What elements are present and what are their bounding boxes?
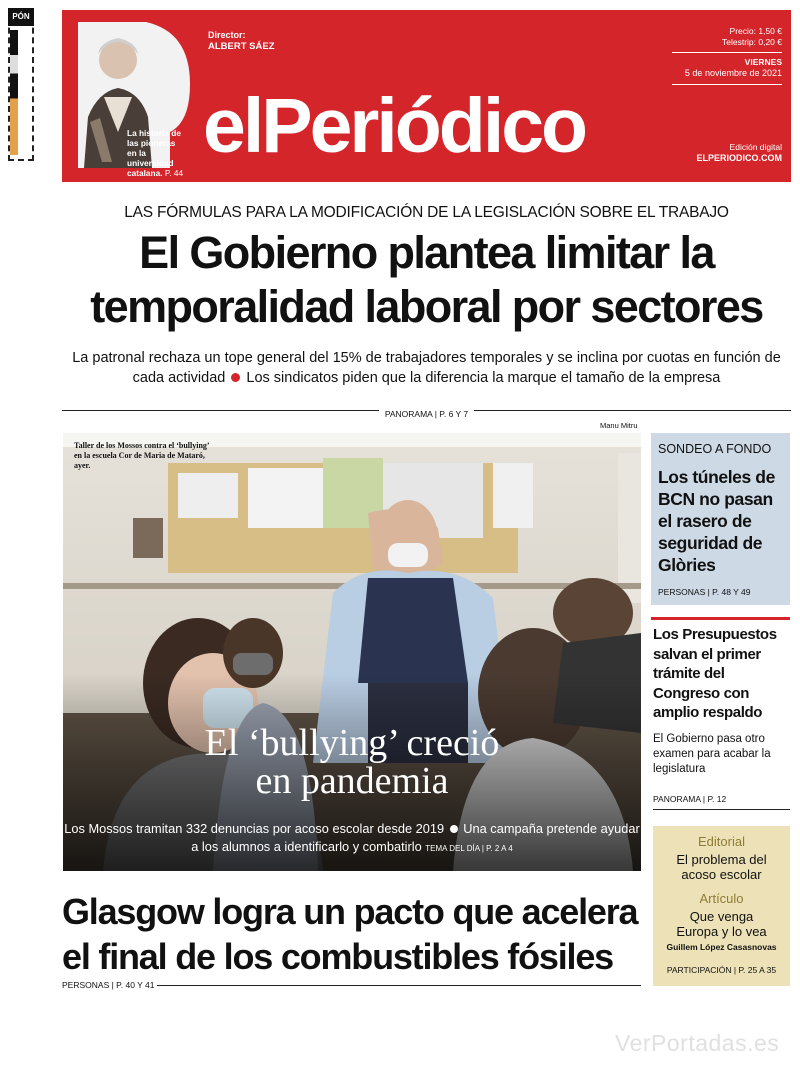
participacion-section[interactable]: PARTICIPACIÓN | P. 25 A 35 <box>666 965 777 975</box>
masthead-divider <box>672 52 782 53</box>
top-story-section[interactable]: PANORAMA | P. 6 Y 7 <box>379 409 474 419</box>
newspaper-logo[interactable]: elPeriódico <box>203 83 586 169</box>
photo-story-subhead: Los Mossos tramitan 332 denuncias por acoso escolar desde 2019 Una campaña pretende ayudar a los alumnos a identificarlo y combatirlo TEMA DEL DÍA | P. 2 A 4 <box>64 821 640 854</box>
director-name: ALBERT SÁEZ <box>208 41 275 52</box>
masthead-photo-caption: La historia de las pioneras en la universidad catalana. P. 44 <box>127 128 184 178</box>
section-rule <box>157 985 641 986</box>
presupuestos-section[interactable]: PANORAMA | P. 12 <box>653 794 727 804</box>
sondeo-section[interactable]: PERSONAS | P. 48 Y 49 <box>658 587 751 597</box>
issue-date: 5 de noviembre de 2021 <box>684 68 782 78</box>
coupon-strip <box>10 30 18 155</box>
sondeo-kicker: SONDEO A FONDO <box>658 442 772 456</box>
top-story-kicker: LAS FÓRMULAS PARA LA MODIFICACIÓN DE LA LEGISLACIÓN SOBRE EL TRABAJO <box>124 204 729 221</box>
editorial-title[interactable]: El problema del acoso escolar <box>676 852 767 882</box>
photo-story-title-line: El ‘bullying’ creció <box>204 722 500 764</box>
classroom-photo[interactable] <box>63 433 641 871</box>
photo-story-section[interactable]: TEMA DEL DÍA | P. 2 A 4 <box>425 844 513 853</box>
classroom-scene-image <box>63 433 641 871</box>
photo-story-title[interactable] <box>63 724 641 800</box>
top-story-section-wrap <box>62 404 791 422</box>
price-box <box>722 26 782 48</box>
article-label: Artículo <box>699 891 744 906</box>
presupuestos-text: El Gobierno pasa otro examen para acabar la legislatura <box>653 733 771 775</box>
bottom-story-headline[interactable]: Glasgow logra un pacto que acelera el final de los combustibles fósiles <box>62 891 638 977</box>
sondeo-headline[interactable]: Los túneles de BCN no pasan el rasero de seguridad de Glòries <box>658 467 775 575</box>
photo-caption: Taller de los Mossos contra el ‘bullying’ en la escuela Cor de Maria de Mataró, ayer. <box>74 441 209 470</box>
presupuestos-headline[interactable]: Los Presupuestos salvan el primer trámite del Congreso con amplio respaldo <box>653 626 777 721</box>
digital-edition-url[interactable]: ELPERIODICO.COM <box>696 153 782 163</box>
bullet-dot <box>450 825 458 833</box>
issue-day: VIERNES <box>744 57 782 67</box>
telestrip-line: Telestrip: 0,20 € <box>721 37 782 47</box>
bottom-story-section[interactable]: PERSONAS | P. 40 Y 41 <box>62 980 155 990</box>
photo-credit: Manu Mitru <box>600 421 638 430</box>
article-author: Guillem López Casasnovas <box>666 942 777 952</box>
top-story-headline[interactable]: El Gobierno plantea limitar la temporalidad laboral por sectores <box>90 227 763 332</box>
article-title[interactable]: Que venga Europa y lo vea <box>676 909 767 939</box>
masthead-divider <box>672 84 782 85</box>
photo-story-title-line: en pandemia <box>255 760 449 802</box>
director-label: Director: <box>208 30 246 40</box>
bullet-dot <box>231 373 240 382</box>
red-divider <box>651 617 790 620</box>
opinion-box <box>653 826 790 986</box>
section-rule <box>653 809 790 810</box>
price-line: Precio: 1,50 € <box>729 26 782 36</box>
coupon-tag: PÓN <box>8 8 34 26</box>
editorial-label: Editorial <box>698 834 745 849</box>
digital-edition-label: Edición digital <box>729 142 782 152</box>
top-story-subhead: La patronal rechaza un tope general del 15% de trabajadores temporales y se inclina por cuotas en función de cada actividad Los sindicatos piden que la diferencia la marque el tamaño de la empresa <box>72 350 781 386</box>
watermark: VerPortadas.es <box>615 1030 780 1056</box>
